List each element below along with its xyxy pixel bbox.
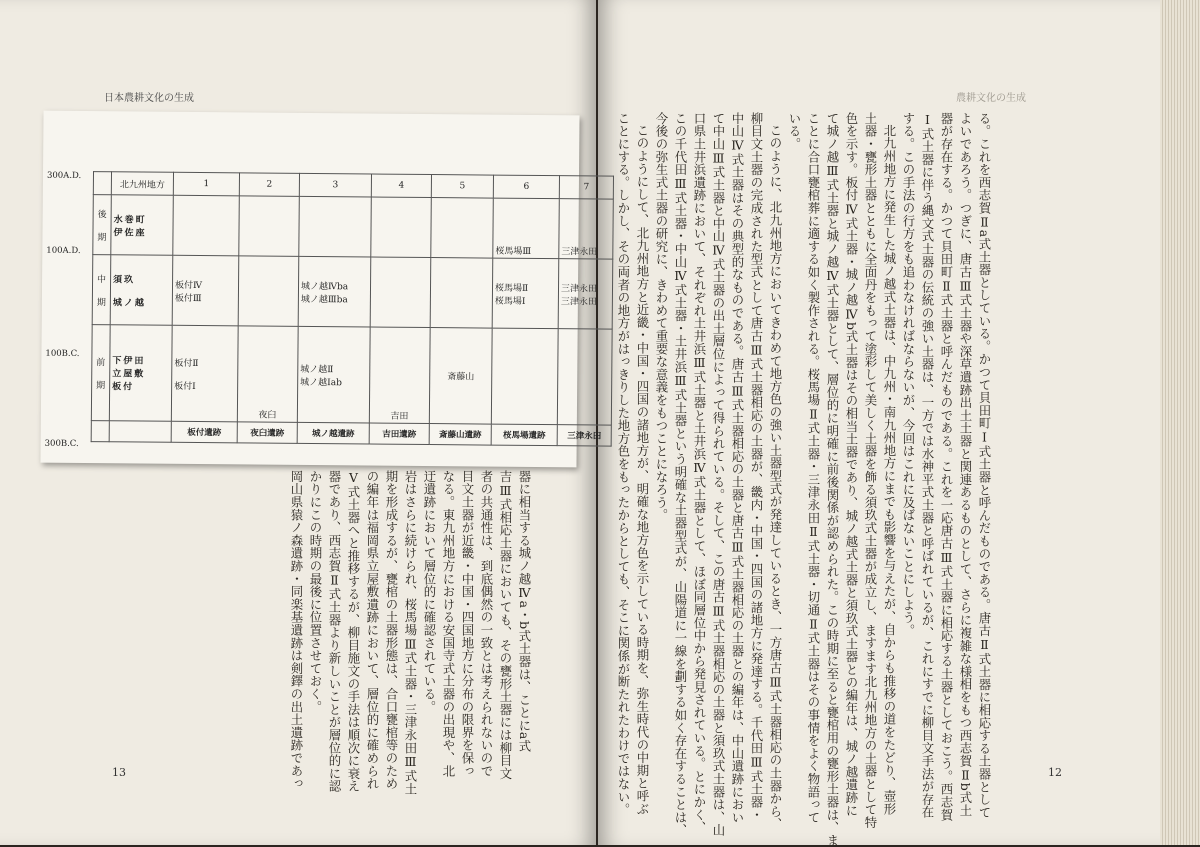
- left-col-11: かりにこの時期の最後に位置させておく。: [306, 470, 325, 770]
- right-col-13: 中山Ⅳ式土器はその典型的なものである。唐古Ⅲ式土器相応の土器と唐古Ⅲ式土器相応の土器との編年は、中山遺跡におい: [728, 112, 747, 752]
- header-number: 1: [173, 172, 239, 196]
- site-name: 板付遺跡: [171, 421, 237, 443]
- right-col-15: 口県土井浜遺跡において、それぞれ土井浜Ⅲ式土器と土井浜Ⅳ式土器として、ほぼ同層位中から発見されている。とにかく、: [690, 112, 709, 752]
- table-cell: [299, 196, 372, 257]
- region-name: 立屋敷: [112, 369, 145, 379]
- table-cell: [491, 328, 558, 425]
- table-cell: 吉田: [369, 327, 430, 424]
- left-page-number: 13: [112, 766, 126, 779]
- right-page-number: 12: [1048, 766, 1062, 779]
- right-col-12: 柳目文土器の完成された型式として唐古Ⅲ式土器相応の土器が、畿内・中国・四国の諸地方に発達する。千代田Ⅲ式土器・: [747, 112, 766, 752]
- region-name: 下伊田: [112, 356, 145, 366]
- period-label: 100B.C.: [45, 349, 79, 359]
- table-cell: [238, 256, 299, 327]
- left-col-5: 迂遺跡において層位的に確認されている。: [420, 470, 439, 770]
- table-cell: 桜馬場Ⅲ: [493, 198, 560, 259]
- right-col-1: よいであろう。つぎに、唐古Ⅲ式土器や深草遺跡出土土器と関連あるものとして、さらに複雑な様相をもつ西志賀Ⅱb式土: [956, 112, 975, 752]
- table-cell: 城ノ越Ⅱ 城ノ越Ⅰab: [297, 326, 370, 423]
- header-number: 5: [431, 175, 493, 199]
- table-cell: [431, 198, 494, 259]
- region-name: 伊佐座: [113, 228, 146, 238]
- left-col-6: 岩はさらに続けられ、桜馬場Ⅲ式土器・三津永田Ⅲ式土: [401, 470, 420, 770]
- page-edges: [1160, 0, 1200, 845]
- site-name: 城ノ越遺跡: [297, 422, 369, 444]
- era-label: 期: [96, 381, 105, 391]
- header-number: 2: [239, 173, 299, 197]
- table-cell: 桜馬場Ⅱ 桜馬場Ⅰ: [492, 258, 559, 329]
- left-col-4: なる。東九州地方における安国寺式土器の出現や、北: [439, 470, 458, 770]
- left-col-9: Ⅴ式土器へと推移するが、柳目施文の手法は順次に衰え: [344, 470, 363, 770]
- region-name: 水巻町: [114, 215, 147, 225]
- site-name: 桜馬場遺跡: [491, 424, 557, 446]
- table-cell: 板付Ⅳ 板付Ⅲ: [172, 255, 239, 326]
- table-cell: [370, 257, 431, 328]
- left-col-8: の編年は福岡県立屋敷遺跡において、層位的に確められ: [363, 470, 382, 770]
- header-region: 北九州地方: [111, 172, 173, 196]
- right-col-19: ことにする。しかし、その両者の地方がはっきりした地方色をもったからとしても、そこに関係が断たれたわけではない。: [614, 112, 633, 752]
- left-col-12: 岡山県猿ノ森遺跡・同楽基遺跡は剣鐸の出土遺跡であっ: [287, 470, 306, 770]
- right-col-7: 色を示す。板付Ⅳ式土器・城ノ越Ⅳb式土器はその相当土器であり、城ノ越式土器と須玖式土器との編年は、城ノ越遺跡に: [842, 112, 861, 752]
- header-number: 7: [559, 176, 613, 199]
- table-cell: 三津永田 三津永田: [558, 259, 613, 329]
- table-row: [93, 195, 614, 260]
- era-label: 後: [98, 210, 107, 220]
- left-col-3: 目文土器が近畿・中国・四国地方に分布の限界を保っ: [458, 470, 477, 770]
- right-running-head: 農耕文化の生成: [956, 89, 1026, 104]
- site-name: 斎藤山遺跡: [429, 424, 491, 446]
- region-name: 板付: [112, 382, 134, 392]
- right-col-3: Ⅰ式土器に伴う縄文式土器の伝統の強い土器は、一方では水神平式土器と呼ばれているが、これにすでに柳目文手法が存在: [918, 112, 937, 752]
- right-col-2: 器が存在する。かつて貝田町Ⅱ式土器と呼んだものである。これを一応唐古Ⅲ式土器に相応する土器としておこう。西志賀: [937, 112, 956, 752]
- left-col-7: 期を形成するが、甕棺の土器形態は、合口甕棺等のため: [382, 470, 401, 770]
- header-number: 6: [493, 175, 559, 199]
- period-label: 300A.D.: [47, 171, 81, 181]
- right-col-11: このように、北九州地方においてきわめて地方色の強い土器型式が発達しているとき、一方唐古Ⅲ式土器相応の土器から、: [766, 112, 785, 752]
- table-cell: [173, 195, 240, 256]
- right-col-5: 北九州地方に発生した城ノ越式土器は、中九州・南九州地方にまでも影響を与えたが、自からも推移の道をたどり、壺形: [880, 112, 899, 752]
- era-label: 中: [97, 275, 106, 285]
- left-col-1: 吉Ⅲ式相応土器においても、その甕形土器には柳目文: [496, 470, 515, 770]
- site-name: 吉田遺跡: [369, 423, 429, 445]
- right-col-8: て城ノ越Ⅲ式土器と城ノ越Ⅳ式土器として、層位的に明確に前後関係が認められた。この時期に至ると甕棺用の甕形土器は、ま: [823, 112, 842, 752]
- left-col-2: 者の共通性は、到底偶然の一致とは考えられないので: [477, 470, 496, 770]
- chronology-insert: [40, 111, 579, 468]
- table-cell: [430, 258, 493, 329]
- table-row: [91, 325, 612, 426]
- right-col-9: ことに合口甕棺葬に適する如く製作される。桜馬場Ⅱ式土器・三津永田Ⅱ式土器・切通Ⅱ式土器はその事情をよく物語って: [804, 112, 823, 752]
- right-col-4: する。この手法の行方をも追わなければならないが、今回はこれに及ばないことにしよう。: [899, 112, 918, 752]
- table-row: [92, 255, 613, 330]
- right-col-17: 今後の弥生式土器の研究に、きわめて重要な意義をもつことになろう。: [652, 112, 671, 752]
- right-col-10: いる。: [785, 112, 804, 752]
- table-cell: 城ノ越Ⅳba 城ノ越Ⅲba: [298, 256, 371, 327]
- era-label: 期: [97, 233, 106, 243]
- era-label: 前: [96, 358, 105, 368]
- period-label: 300B.C.: [45, 439, 79, 449]
- right-page: [598, 0, 1200, 845]
- region-name: 城ノ越: [113, 298, 146, 308]
- era-label: 期: [97, 298, 106, 308]
- left-col-10: 器であり、西志賀Ⅱ式土器より新しいことが層位的に認: [325, 470, 344, 770]
- table-cell: 三津永田: [559, 199, 614, 259]
- table-cell: [371, 197, 432, 258]
- table-cell: [557, 329, 612, 425]
- site-name: 三津永田: [557, 425, 611, 446]
- table-cell: [239, 196, 300, 257]
- header-number: 3: [299, 173, 371, 197]
- table-cell: 夜臼: [237, 326, 298, 423]
- right-col-14: て中山Ⅲ式土器と中山Ⅳ式土器の出土層位によって得られている。そして、この唐古Ⅲ式土器相応の土器と須玖式土器は、山: [709, 112, 728, 752]
- left-col-0: 器に相当する城ノ越Ⅳa・b式土器は、ことにa式: [515, 470, 534, 770]
- table-cell: 斎藤山: [429, 328, 492, 425]
- site-name: 夜臼遺跡: [237, 422, 297, 444]
- right-col-0: る。これを西志賀Ⅱa式土器としている。かつて貝田町Ⅰ式土器と呼んだものである。唐古Ⅱ式土器に相応する土器として: [975, 112, 994, 752]
- table-footer-row: [91, 421, 611, 447]
- left-body-text: [78, 470, 534, 770]
- right-col-18: このようにして、北九州地方と近畿・中国・四国の諸地方が、明確な地方色を示している時期を、弥生時代の中期と呼ぶ: [633, 112, 652, 752]
- left-running-head: 日本農耕文化の生成: [104, 89, 194, 104]
- header-number: 4: [371, 174, 431, 198]
- right-body-text: [614, 112, 994, 752]
- right-col-16: この千代田Ⅲ式土器・中山Ⅳ式土器・土井浜Ⅲ式土器という明確な土器型式が、山陽道に一線を劃する如く存在することは、: [671, 112, 690, 752]
- chronology-table: [91, 171, 614, 447]
- right-col-6: 土器・甕形土器とともに全面丹をもって塗彩して美しく土器を飾る須玖式土器が成立し、ますます北九州地方の土器として特: [861, 112, 880, 752]
- region-name: 須玖: [113, 275, 135, 285]
- period-label: 100A.D.: [46, 246, 80, 256]
- table-cell: 板付Ⅱ 板付Ⅰ: [171, 325, 238, 422]
